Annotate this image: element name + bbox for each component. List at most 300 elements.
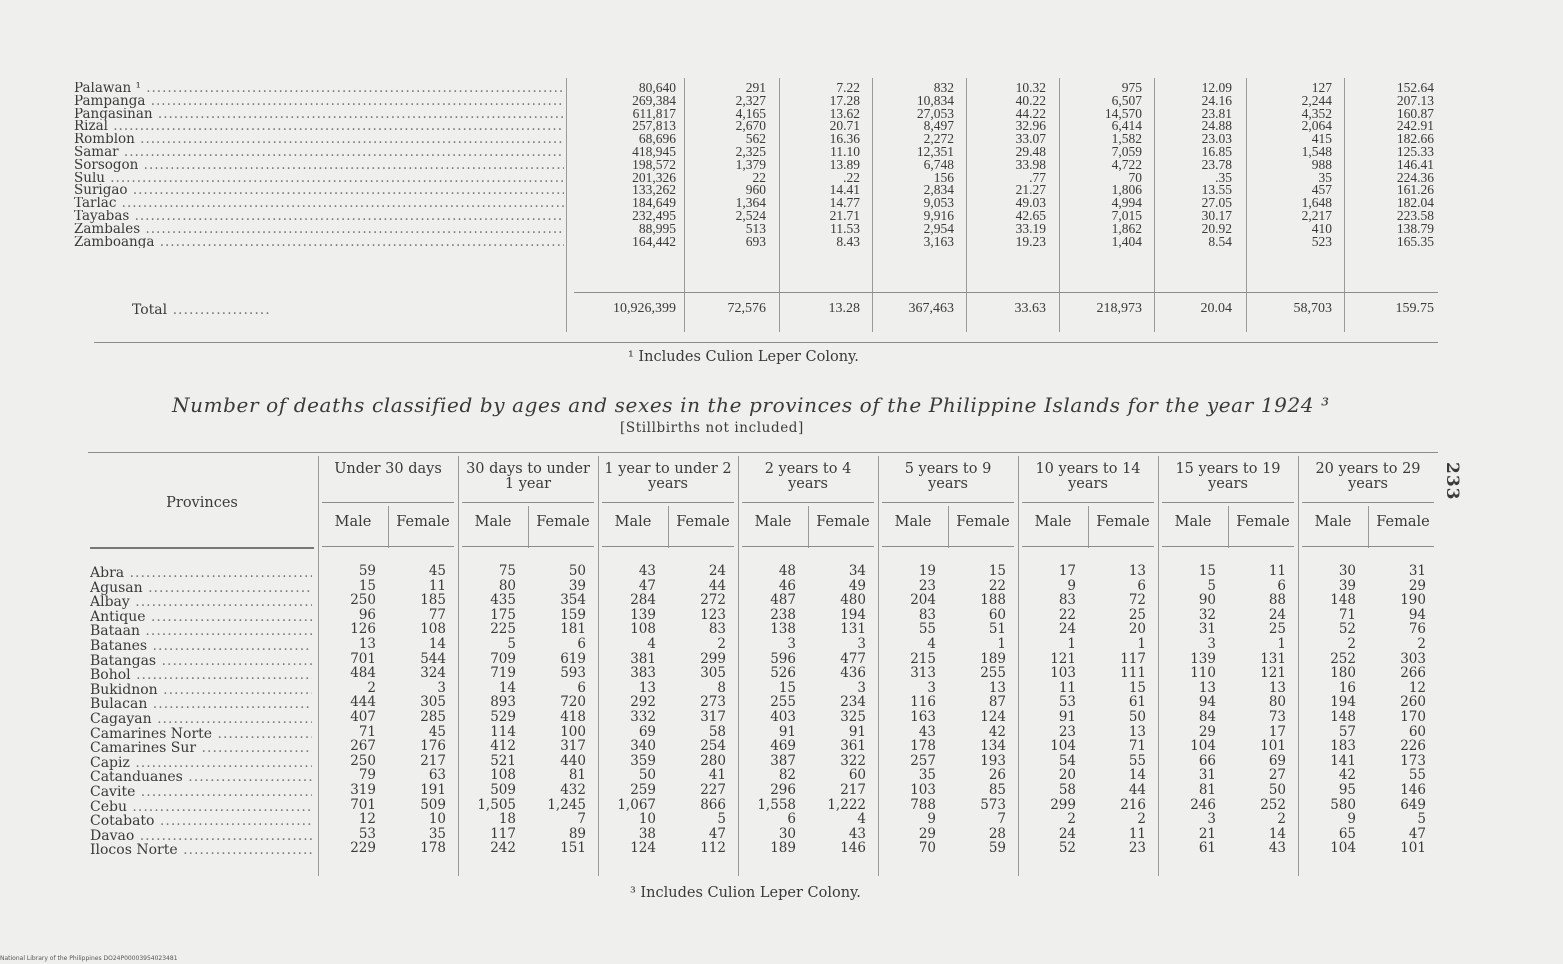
top-cell: 1,404 [1111, 233, 1142, 249]
deaths-cell: 20 [1058, 767, 1076, 784]
deaths-cell: 47 [708, 825, 726, 842]
top-cell: 3,163 [923, 233, 954, 249]
deaths-cell: 108 [420, 621, 446, 638]
deaths-cell: 317 [700, 708, 726, 725]
top-cell: 1,582 [1111, 131, 1142, 147]
deaths-cell: 108 [630, 621, 656, 638]
deaths-cell: 313 [910, 665, 936, 682]
deaths-cell: 305 [420, 694, 446, 711]
deaths-cell: 296 [770, 781, 796, 798]
deaths-cell: 83 [708, 621, 726, 638]
deaths-cell: 477 [840, 650, 866, 667]
deaths-cell: 2 [1067, 811, 1076, 828]
deaths-row-province: Bulacan ..... [90, 697, 312, 712]
deaths-cell: 436 [840, 665, 866, 682]
top-cell: 35 [1318, 169, 1332, 185]
deaths-col [598, 564, 656, 856]
deaths-cell: 22 [988, 577, 1006, 594]
top-cell: 2,327 [735, 92, 766, 108]
deaths-cell: 183 [1330, 738, 1356, 755]
deaths-cell: 53 [1058, 694, 1076, 711]
deaths-row-province: Bukidnon ..... [90, 683, 312, 698]
top-cell: 1,862 [1111, 220, 1142, 236]
deaths-cell: 70 [918, 840, 936, 857]
deaths-cell: 55 [1408, 767, 1426, 784]
top-cell: 8,497 [923, 118, 954, 134]
top-cell: 2,524 [735, 207, 766, 223]
top-row-province: Palawan ¹ ..... [74, 82, 564, 95]
deaths-cell: 146 [840, 840, 866, 857]
top-cell: 33.07 [1015, 131, 1046, 147]
female-header: Female [816, 514, 870, 530]
top-col-c6 [1052, 82, 1142, 248]
deaths-cell: 69 [638, 723, 656, 740]
deaths-cell: 60 [988, 606, 1006, 623]
deaths-cell: 26 [988, 767, 1006, 784]
male-header: Male [614, 514, 652, 530]
top-row-province: Surigao ..... [74, 184, 564, 197]
deaths-cell: 387 [770, 752, 796, 769]
deaths-cell: 44 [708, 577, 726, 594]
sex-header-rule [742, 546, 874, 547]
top-cell: 20.71 [829, 118, 860, 134]
deaths-cell: 71 [1128, 738, 1146, 755]
top-row-province: Sorsogon ..... [74, 159, 564, 172]
footnote-top: ¹ Includes Culion Leper Colony. [628, 349, 859, 365]
deaths-cell: 305 [700, 665, 726, 682]
deaths-cell: 13 [988, 679, 1006, 696]
deaths-cell: 73 [1268, 708, 1286, 725]
deaths-cell: 94 [1408, 606, 1426, 623]
deaths-cell: 216 [1120, 796, 1146, 813]
deaths-cell: 403 [770, 708, 796, 725]
top-cell: 7,015 [1111, 207, 1142, 223]
top-cell: 975 [1121, 80, 1142, 95]
deaths-cell: 29 [1198, 723, 1216, 740]
deaths-cell: 1,558 [757, 796, 796, 813]
deaths-cell: 185 [420, 592, 446, 609]
age-group-header: 20 years to 29 years [1315, 461, 1421, 492]
top-col-rule [566, 78, 567, 332]
deaths-cell: 103 [1050, 665, 1076, 682]
table-bottom-rule [94, 342, 1438, 343]
deaths-cell: 280 [700, 752, 726, 769]
deaths-cell: 257 [910, 752, 936, 769]
deaths-cell: 6 [1277, 577, 1286, 594]
deaths-col [668, 564, 726, 856]
table-subtitle: [Stillbirths not included] [620, 420, 804, 436]
deaths-cell: 90 [1198, 592, 1216, 609]
deaths-cell: 217 [420, 752, 446, 769]
deaths-cell: 9 [1347, 811, 1356, 828]
female-header: Female [1236, 514, 1290, 530]
deaths-cell: 151 [560, 840, 586, 857]
top-cell: 4,352 [1301, 105, 1332, 121]
top-cell: 2,244 [1301, 92, 1332, 108]
deaths-cell: 180 [1330, 665, 1356, 682]
deaths-cell: 580 [1330, 796, 1356, 813]
deaths-row-province: Cagayan ..... [90, 712, 312, 727]
deaths-row-province: Cotabato ..... [90, 814, 312, 829]
male-header: Male [474, 514, 512, 530]
deaths-cell: 191 [420, 781, 446, 798]
top-cell: 182.04 [1396, 195, 1434, 211]
top-col-c3 [770, 82, 860, 248]
deaths-cell: 58 [1058, 781, 1076, 798]
deaths-cell: 43 [1268, 840, 1286, 857]
deaths-cell: 1 [997, 635, 1006, 652]
deaths-cell: 59 [988, 840, 1006, 857]
deaths-cell: 14 [428, 635, 446, 652]
top-cell: 21.27 [1015, 182, 1046, 198]
deaths-cell: 55 [1128, 752, 1146, 769]
deaths-cell: 29 [918, 825, 936, 842]
deaths-col [1298, 564, 1356, 856]
deaths-cell: 138 [770, 621, 796, 638]
deaths-cell: 13 [1198, 679, 1216, 696]
deaths-cell: 238 [770, 606, 796, 623]
top-cell: 2,064 [1301, 118, 1332, 134]
deaths-cell: 1,505 [477, 796, 516, 813]
deaths-row-province: Cavite ..... [90, 785, 312, 800]
deaths-cell: 361 [840, 738, 866, 755]
top-cell: 291 [745, 80, 766, 95]
deaths-cell: 521 [490, 752, 516, 769]
deaths-cell: 83 [918, 606, 936, 623]
deaths-cell: 43 [638, 563, 656, 579]
top-cell: 17.28 [829, 92, 860, 108]
deaths-col [388, 564, 446, 856]
deaths-col [458, 564, 516, 856]
deaths-cell: 139 [630, 606, 656, 623]
deaths-cell: 89 [568, 825, 586, 842]
deaths-cell: 104 [1330, 840, 1356, 857]
deaths-row-province: Antique ..... [90, 610, 312, 625]
deaths-cell: 246 [1190, 796, 1216, 813]
sex-header-rule [602, 546, 734, 547]
deaths-cell: 325 [840, 708, 866, 725]
deaths-row-province: Capiz ..... [90, 756, 312, 771]
deaths-cell: 108 [490, 767, 516, 784]
deaths-cell: 484 [350, 665, 376, 682]
deaths-col [1368, 564, 1426, 856]
deaths-col [1018, 564, 1076, 856]
top-cell: 201,326 [632, 169, 676, 185]
deaths-col [808, 564, 866, 856]
top-row-province: Pangasinan ..... [74, 108, 564, 121]
deaths-cell: 4 [647, 635, 656, 652]
deaths-cell: 719 [490, 665, 516, 682]
deaths-cell: 3 [437, 679, 446, 696]
deaths-cell: 4 [927, 635, 936, 652]
deaths-col [948, 564, 1006, 856]
deaths-cell: 4 [857, 811, 866, 828]
top-cell: 161.26 [1396, 182, 1434, 198]
top-cell: 23.78 [1201, 156, 1232, 172]
top-cell: 10.32 [1015, 80, 1046, 95]
deaths-cell: 573 [980, 796, 1006, 813]
deaths-cell: 255 [980, 665, 1006, 682]
deaths-cell: 24 [708, 563, 726, 579]
deaths-cell: 11 [1058, 679, 1076, 696]
deaths-cell: 11 [1128, 825, 1146, 842]
deaths-cell: 39 [1338, 577, 1356, 594]
female-header: Female [956, 514, 1010, 530]
top-cell: 13.62 [829, 105, 860, 121]
top-cell: 198,572 [632, 156, 676, 172]
deaths-cell: 20 [1128, 621, 1146, 638]
provinces-header-rule [90, 547, 314, 549]
top-cell: 2,325 [735, 143, 766, 159]
deaths-cell: 266 [1400, 665, 1426, 682]
top-cell: 23.81 [1201, 105, 1232, 121]
top-cell: 8.54 [1208, 233, 1232, 249]
deaths-cell: 178 [910, 738, 936, 755]
deaths-cell: 10 [428, 811, 446, 828]
age-group-rule [462, 502, 594, 503]
deaths-cell: 480 [840, 592, 866, 609]
deaths-cell: 8 [717, 679, 726, 696]
deaths-cell: 91 [1058, 708, 1076, 725]
deaths-cell: 116 [910, 694, 936, 711]
deaths-cell: 227 [700, 781, 726, 798]
deaths-cell: 51 [988, 621, 1006, 638]
total-c1: 10,926,399 [613, 301, 676, 316]
deaths-row-province: Camarines Norte ..... [90, 727, 312, 742]
deaths-cell: 47 [1408, 825, 1426, 842]
deaths-cell: 27 [1268, 767, 1286, 784]
age-group-rule [882, 502, 1014, 503]
deaths-cell: 649 [1400, 796, 1426, 813]
top-row-province: Sulu ..... [74, 172, 564, 185]
deaths-cell: 444 [350, 694, 376, 711]
top-cell: 10,834 [916, 92, 954, 108]
top-cell: 160.87 [1396, 105, 1434, 121]
male-header: Male [334, 514, 372, 530]
deaths-cell: 252 [1330, 650, 1356, 667]
deaths-cell: 193 [980, 752, 1006, 769]
deaths-cell: 69 [1268, 752, 1286, 769]
female-header: Female [536, 514, 590, 530]
deaths-cell: 24 [1058, 825, 1076, 842]
top-cell: 6,414 [1111, 118, 1142, 134]
top-row-province: Zambales ..... [74, 223, 564, 236]
header-top-rule [88, 452, 1438, 453]
top-cell: 32.96 [1015, 118, 1046, 134]
top-cell: 7.22 [836, 80, 860, 95]
deaths-cell: 61 [1128, 694, 1146, 711]
deaths-cell: 15 [1128, 679, 1146, 696]
top-cell: .77 [1029, 169, 1046, 185]
deaths-cell: 3 [857, 635, 866, 652]
deaths-cell: 194 [1330, 694, 1356, 711]
deaths-cell: 35 [918, 767, 936, 784]
age-group-rule [1022, 502, 1154, 503]
deaths-cell: 9 [1067, 577, 1076, 594]
deaths-cell: 292 [630, 694, 656, 711]
deaths-cell: 1 [1137, 635, 1146, 652]
top-cell: 7,059 [1111, 143, 1142, 159]
deaths-col [1228, 564, 1286, 856]
top-cell: 988 [1311, 156, 1332, 172]
deaths-row-province: Albay ..... [90, 595, 312, 610]
age-group-rule [1162, 502, 1294, 503]
deaths-cell: 24 [1268, 606, 1286, 623]
deaths-cell: 2 [1277, 811, 1286, 828]
deaths-cell: 1 [1067, 635, 1076, 652]
deaths-cell: 701 [350, 650, 376, 667]
deaths-cell: 225 [490, 621, 516, 638]
deaths-cell: 189 [770, 840, 796, 857]
top-row-province: Tarlac ..... [74, 197, 564, 210]
deaths-cell: 91 [778, 723, 796, 740]
deaths-cell: 65 [1338, 825, 1356, 842]
top-row-province: Pampanga ..... [74, 95, 564, 108]
deaths-cell: 14 [1128, 767, 1146, 784]
deaths-cell: 41 [708, 767, 726, 784]
deaths-cell: 23 [1128, 840, 1146, 857]
deaths-cell: 29 [1408, 577, 1426, 594]
deaths-cell: 593 [560, 665, 586, 682]
deaths-cell: 175 [490, 606, 516, 623]
deaths-cell: 284 [630, 592, 656, 609]
deaths-cell: 893 [490, 694, 516, 711]
top-col-c9 [1344, 82, 1434, 248]
top-cell: 1,364 [735, 195, 766, 211]
deaths-cell: 866 [700, 796, 726, 813]
deaths-cell: 720 [560, 694, 586, 711]
deaths-cell: 72 [1128, 592, 1146, 609]
sex-header-rule [322, 546, 454, 547]
top-cell: 523 [1311, 233, 1332, 249]
deaths-cell: 3 [857, 679, 866, 696]
deaths-cell: 11 [1268, 563, 1286, 579]
deaths-cell: 63 [428, 767, 446, 784]
deaths-cell: 190 [1400, 592, 1426, 609]
deaths-cell: 260 [1400, 694, 1426, 711]
top-cell: 138.79 [1396, 220, 1434, 236]
male-header: Male [754, 514, 792, 530]
top-cell: 832 [933, 80, 954, 95]
library-footer: National Library of the Philippines DO24P00003954023481 [0, 955, 178, 962]
age-group-rule [742, 502, 874, 503]
deaths-cell: 15 [358, 577, 376, 594]
top-cell: 269,384 [632, 92, 676, 108]
top-cell: 23.03 [1201, 131, 1232, 147]
deaths-cell: 45 [428, 563, 446, 579]
deaths-cell: 21 [1198, 825, 1216, 842]
deaths-cell: 23 [918, 577, 936, 594]
deaths-cell: 701 [350, 796, 376, 813]
deaths-cell: 66 [1198, 752, 1216, 769]
top-cell: 127 [1311, 80, 1332, 95]
provinces-header: Provinces [166, 495, 238, 511]
deaths-cell: 87 [988, 694, 1006, 711]
deaths-cell: 104 [1050, 738, 1076, 755]
deaths-cell: 60 [1408, 723, 1426, 740]
deaths-cell: 117 [1120, 650, 1146, 667]
deaths-cell: 15 [778, 679, 796, 696]
deaths-cell: 15 [988, 563, 1006, 579]
deaths-cell: 16 [1338, 679, 1356, 696]
deaths-cell: 324 [420, 665, 446, 682]
deaths-cell: 47 [638, 577, 656, 594]
deaths-cell: 23 [1058, 723, 1076, 740]
deaths-cell: 22 [1058, 606, 1076, 623]
top-cell: 4,994 [1111, 195, 1142, 211]
deaths-row-province: Davao ..... [90, 829, 312, 844]
age-group-header: 2 years to 4 years [764, 461, 852, 492]
deaths-cell: 13 [1128, 723, 1146, 740]
top-cell: 1,379 [735, 156, 766, 172]
top-cell: 42.65 [1015, 207, 1046, 223]
total-c6: 218,973 [1096, 301, 1142, 316]
deaths-cell: 6 [577, 679, 586, 696]
sex-header-rule [1022, 546, 1154, 547]
deaths-cell: 234 [840, 694, 866, 711]
deaths-row-province: Bohol ..... [90, 668, 312, 683]
deaths-cell: 12 [1408, 679, 1426, 696]
deaths-cell: 181 [560, 621, 586, 638]
top-cell: 2,217 [1301, 207, 1332, 223]
deaths-cell: 71 [358, 723, 376, 740]
deaths-cell: 322 [840, 752, 866, 769]
top-cell: 40.22 [1015, 92, 1046, 108]
top-cell: 12.09 [1201, 80, 1232, 95]
deaths-cell: 5 [1417, 811, 1426, 828]
sex-header-rule [1162, 546, 1294, 547]
deaths-cell: 111 [1120, 665, 1146, 682]
top-cell: 13.89 [829, 156, 860, 172]
deaths-cell: 5 [717, 811, 726, 828]
top-cell: 223.58 [1396, 207, 1434, 223]
top-cell: 164,442 [632, 233, 676, 249]
top-cell: 611,817 [632, 105, 676, 121]
deaths-cell: 46 [778, 577, 796, 594]
deaths-cell: 11 [428, 577, 446, 594]
deaths-cell: 50 [1128, 708, 1146, 725]
deaths-cell: 121 [1050, 650, 1076, 667]
deaths-cell: 7 [997, 811, 1006, 828]
deaths-cell: 44 [1128, 781, 1146, 798]
total-c8: 58,703 [1293, 301, 1332, 316]
deaths-cell: 2 [1417, 635, 1426, 652]
deaths-cell: 30 [1338, 563, 1356, 579]
deaths-cell: 117 [490, 825, 516, 842]
age-group-header: 5 years to 9 years [904, 461, 992, 492]
deaths-cell: 432 [560, 781, 586, 798]
deaths-row-province: Agusan ..... [90, 581, 312, 596]
deaths-cell: 319 [350, 781, 376, 798]
deaths-cell: 38 [638, 825, 656, 842]
deaths-cell: 17 [1058, 563, 1076, 579]
top-cell: 242.91 [1396, 118, 1434, 134]
deaths-cell: 95 [1338, 781, 1356, 798]
top-cell: 6,748 [923, 156, 954, 172]
deaths-cell: 103 [910, 781, 936, 798]
deaths-cell: 788 [910, 796, 936, 813]
top-cell: 184,649 [632, 195, 676, 211]
deaths-cell: 2 [717, 635, 726, 652]
deaths-cell: 3 [927, 679, 936, 696]
deaths-cell: 31 [1198, 621, 1216, 638]
deaths-cell: 250 [350, 592, 376, 609]
top-row-province: Rizal ..... [74, 120, 564, 133]
deaths-cell: 52 [1058, 840, 1076, 857]
deaths-cell: 101 [1260, 738, 1286, 755]
top-cell: 16.85 [1201, 143, 1232, 159]
top-cell: 21.71 [829, 207, 860, 223]
